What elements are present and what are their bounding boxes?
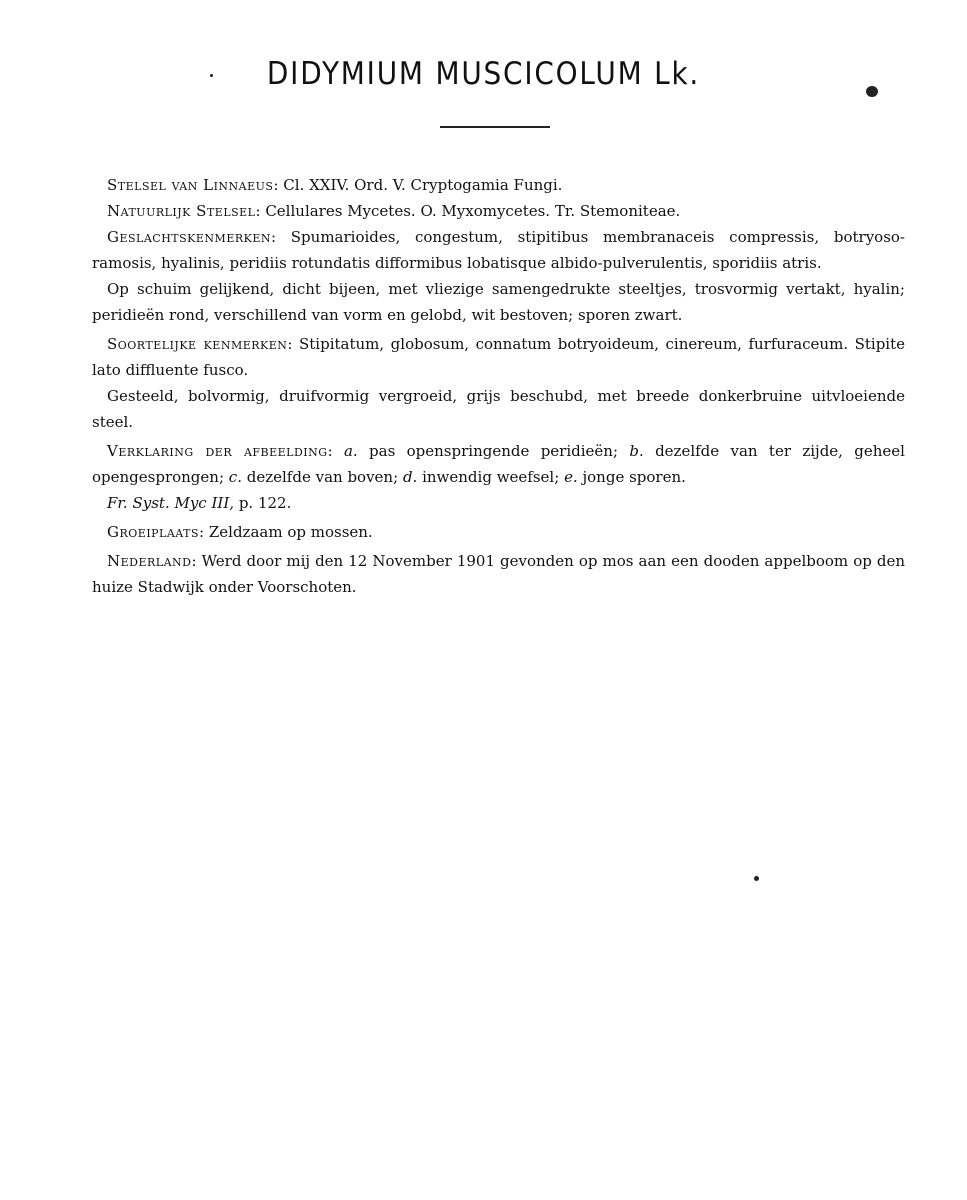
figure-text: inwendig weefsel; xyxy=(422,468,560,486)
section-text: Stipitatum, globosum, connatum botryoideum, cinereum, furfuraceum. Stipite lato diffluente fusco. xyxy=(92,335,906,379)
verklaring-afbeelding: Verklaring der afbeelding: a. pas openspringende peridieën; b. dezelfde van ter zijde, geheel opengesprongen; c. dezelfde van boven; d. inwendig weefsel; e. jonge sporen. xyxy=(92,442,905,486)
figure-text: jonge sporen. xyxy=(582,468,686,486)
stelsel-linnaeus: Stelsel van Linnaeus: Cl. XXIV. Ord. V. Cryptogamia Fungi. xyxy=(107,176,563,194)
figure-letter: a. xyxy=(343,442,358,460)
figure-text: dezelfde van boven; xyxy=(246,468,399,486)
figure-letter: c. xyxy=(228,468,242,486)
figure-letter: b. xyxy=(629,442,644,460)
figure-text: dezelfde van ter zijde, geheel opengesprongen; xyxy=(92,442,905,486)
ink-dot xyxy=(754,876,759,881)
page-title: DIDYMIUM MUSCICOLUM Lk. xyxy=(266,56,701,92)
ink-speck xyxy=(866,86,878,97)
nederland: Nederland: Werd door mij den 12 November 1901 gevonden op mos aan een dooden appelboom op den huize Stadwijk onder Voorschoten. xyxy=(92,552,906,596)
geslachtskenmerken-latin: Geslachtskenmerken: Spumarioides, congestum, stipitibus membranaceis compressis, botryoso-ramosis, hyalinis, peridiis rotundatis difformibus lobatisque albido-pulverulentis, sporidiis atris. xyxy=(92,228,905,272)
section-label: Verklaring der afbeelding xyxy=(107,442,328,460)
figure-letter: d. xyxy=(402,468,418,486)
section-label: Geslachtskenmerken xyxy=(107,228,271,246)
section-label: Soortelijke kenmerken xyxy=(107,335,288,353)
soortelijke-kenmerken-dutch: Gesteeld, bolvormig, druifvormig vergroeid, grijs beschubd, met breede donkerbruine uitvloeiende steel. xyxy=(92,387,905,431)
section-text: Cl. XXIV. Ord. V. Cryptogamia Fungi. xyxy=(283,176,563,194)
section-text: Cellulares Mycetes. O. Myxomycetes. Tr. Stemoniteae. xyxy=(265,202,681,220)
natuurlijk-stelsel: Natuurlijk Stelsel: Cellulares Mycetes. O. Myxomycetes. Tr. Stemoniteae. xyxy=(107,202,681,220)
description-body xyxy=(92,172,905,600)
figure-letter: e. xyxy=(564,468,578,486)
groeiplaats: Groeiplaats: Zeldzaam op mossen. xyxy=(107,523,373,541)
ink-dot xyxy=(210,74,213,77)
title-rule xyxy=(440,126,550,128)
section-text: Spumarioides, congestum, stipitibus membranaceis compressis, botryoso-ramosis, hyalinis, peridiis rotundatis difformibus lobatisque albido-pulverulentis, sporidiis atris. xyxy=(92,228,905,272)
section-label: Nederland xyxy=(107,552,192,570)
reference-source: Fr. Syst. Myc III, xyxy=(107,494,235,512)
soortelijke-kenmerken-latin: Soortelijke kenmerken: Stipitatum, globosum, connatum botryoideum, cinereum, furfuraceum. Stipite lato diffluente fusco. xyxy=(92,335,906,379)
geslachtskenmerken-dutch: Op schuim gelijkend, dicht bijeen, met vliezige samengedrukte steeltjes, trosvormig vertakt, hyalin; peridieën rond, verschillend van vorm en gelobd, wit bestoven; sporen zwart. xyxy=(92,280,905,324)
section-label: Groeiplaats xyxy=(107,523,200,541)
figure-text: pas openspringende peridieën; xyxy=(369,442,619,460)
reference xyxy=(92,490,905,516)
section-text: Zeldzaam op mossen. xyxy=(208,523,373,541)
reference-page: p. 122. xyxy=(238,494,292,512)
section-text: Werd door mij den 12 November 1901 gevonden op mos aan een dooden appelboom op den huize Stadwijk onder Voorschoten. xyxy=(92,552,906,596)
section-label: Stelsel van Linnaeus xyxy=(107,176,274,194)
section-label: Natuurlijk Stelsel xyxy=(107,202,256,220)
